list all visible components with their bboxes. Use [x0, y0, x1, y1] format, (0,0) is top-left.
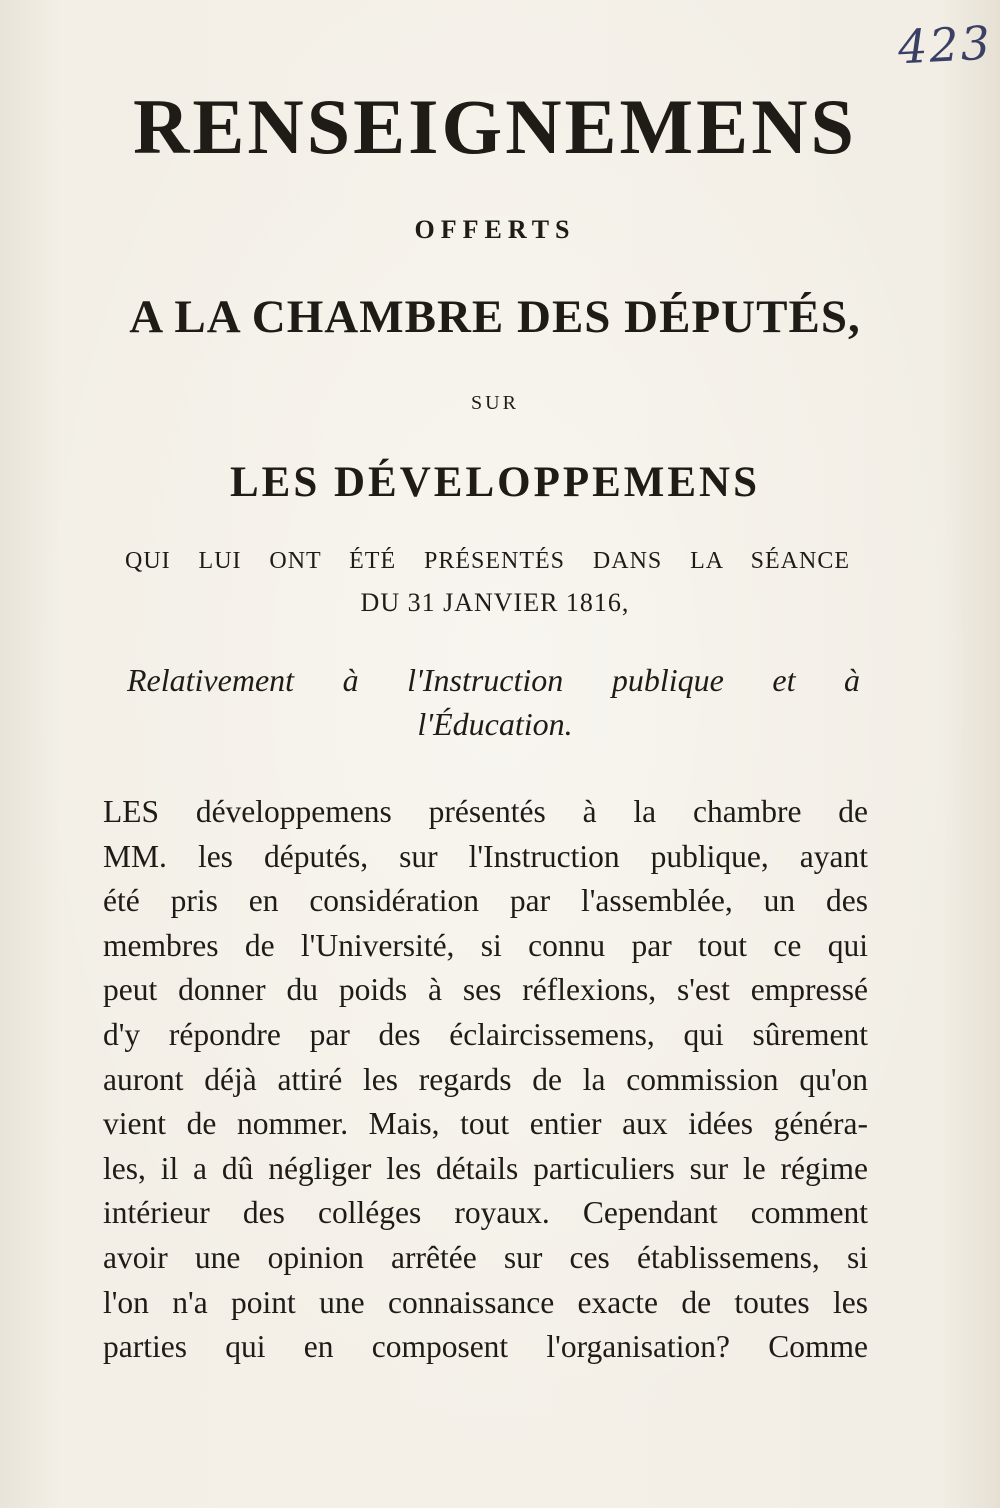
body-line: été pris en considération par l'assemblée, un des [103, 883, 868, 919]
body-line: membres de l'Université, si connu par tout ce qui [103, 927, 868, 963]
body-paragraph [103, 790, 868, 1370]
body-line: intérieur des colléges royaux. Cependant comment [103, 1195, 868, 1231]
body-line: d'y répondre par des éclaircissemens, qui sûrement [103, 1016, 868, 1052]
handwritten-page-number: 423 [896, 15, 994, 75]
body-line: vient de nommer. Mais, tout entier aux idées généra- [103, 1106, 868, 1142]
body-line: MM. les députés, sur l'Instruction publique, ayant [103, 838, 868, 874]
subtitle-date-line: DU 31 JANVIER 1816, [360, 588, 630, 617]
body-line: avoir une opinion arrêtée sur ces établissemens, si [103, 1239, 868, 1275]
subtitle-chamber: A LA CHAMBRE DES DÉPUTÉS, [129, 291, 861, 343]
body-line: peut donner du poids à ses réflexions, s'est empressé [103, 972, 868, 1008]
subtitle-relativement-line-1: Relativement à l'Instruction publique et à [127, 662, 860, 698]
body-line: auront déjà attiré les regards de la commission qu'on [103, 1061, 868, 1097]
body-line: l'on n'a point une connaissance exacte de toutes les [103, 1284, 868, 1320]
subtitle-qui-line: QUI LUI ONT ÉTÉ PRÉSENTÉS DANS LA SÉANCE [125, 548, 850, 574]
body-line: les, il a dû négliger les détails particuliers sur le régime [103, 1150, 868, 1186]
subtitle-relativement-line-2: l'Éducation. [417, 706, 573, 742]
document-title: RENSEIGNEMENS [133, 83, 857, 170]
subtitle-offerts: OFFERTS [414, 215, 576, 244]
subtitle-developpemens: LES DÉVELOPPEMENS [229, 459, 761, 506]
body-line: parties qui en composent l'organisation? Comme [103, 1329, 868, 1365]
subtitle-sur: SUR [471, 392, 519, 414]
body-line: LES développemens présentés à la chambre de [103, 794, 868, 829]
